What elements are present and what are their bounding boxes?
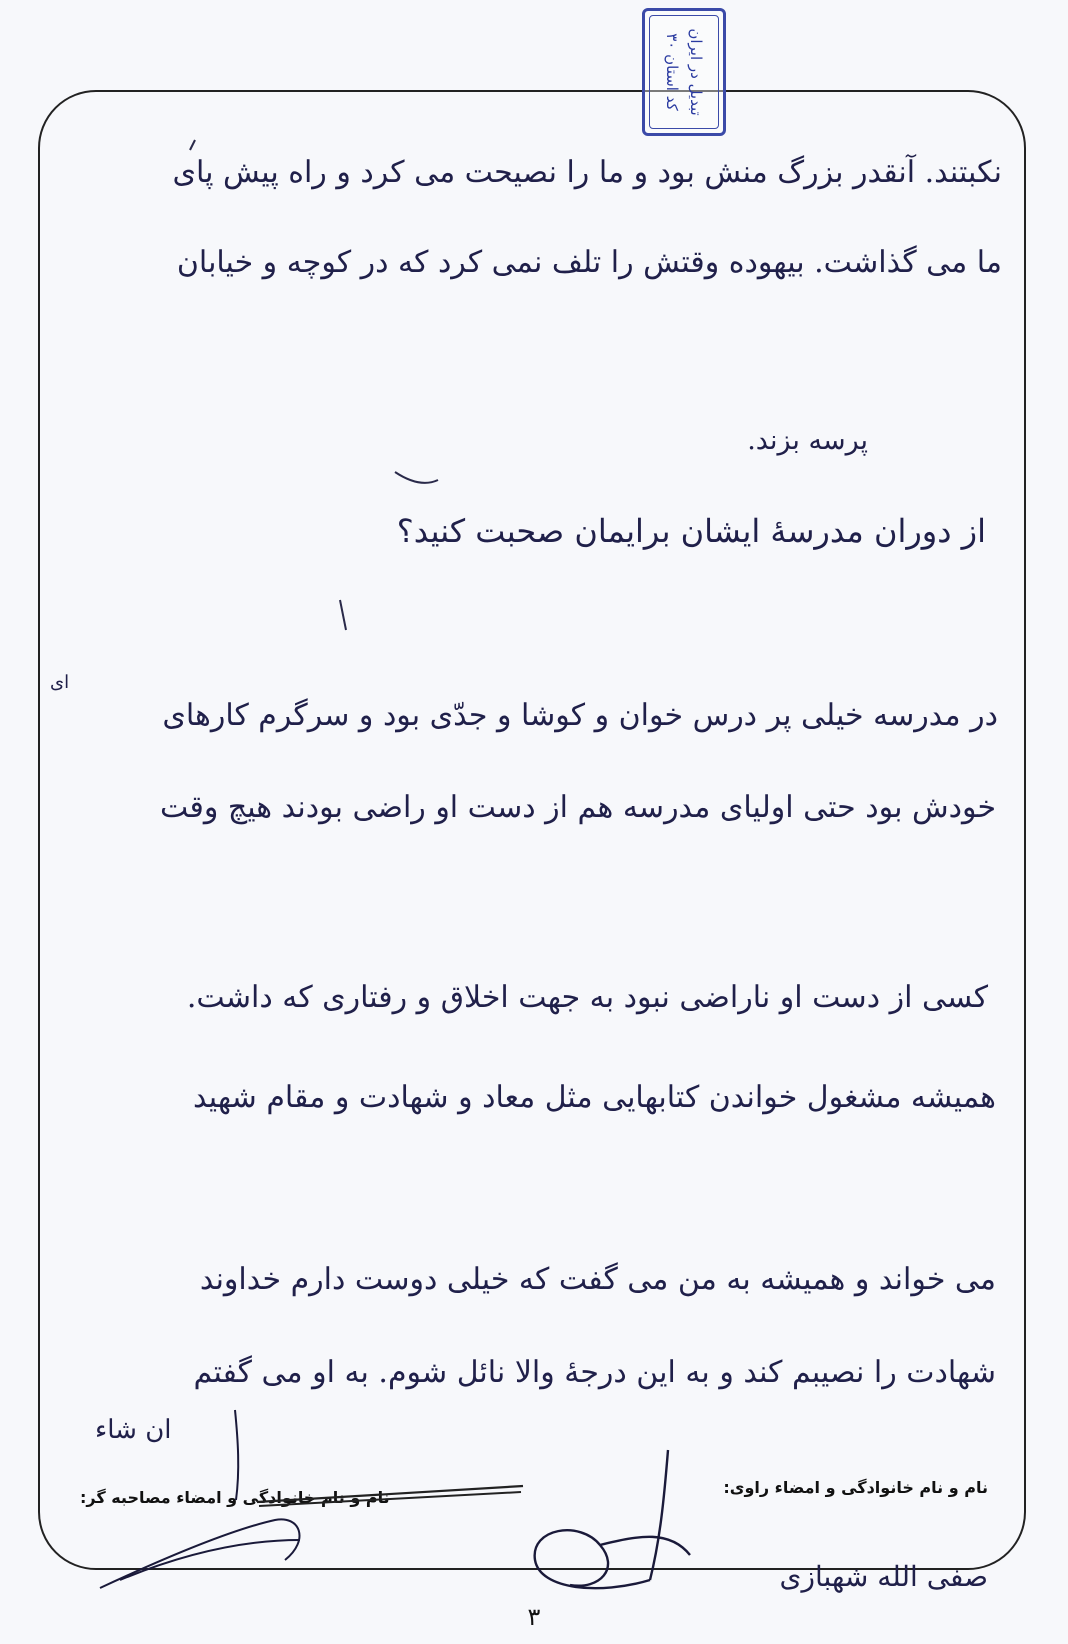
stamp-line-1: تبدیل در ایران	[687, 28, 705, 116]
handwritten-line-6: خودش بود حتی اولیای مدرسه هم از دست او راضی بودند هیچ وقت	[160, 790, 996, 825]
handwritten-line-9: می خواند و همیشه به من می گفت که خیلی دوست دارم خداوند	[199, 1262, 996, 1297]
handwritten-line-3: پرسه بزند.	[747, 425, 868, 456]
margin-note: ای	[50, 672, 70, 693]
stamp-line-2: کد استان ۳۰	[663, 33, 681, 111]
pen-strokes	[190, 140, 438, 630]
page-number: ۳	[527, 1603, 541, 1631]
handwritten-line-8: همیشه مشغول خواندن کتابهایی مثل معاد و شهادت و مقام شهید	[193, 1080, 996, 1115]
narrator-label: نام و نام خانوادگی و امضاء راوی:	[723, 1478, 988, 1497]
narrator-name: صفی الله شهبازی	[779, 1560, 988, 1593]
interviewer-signature	[100, 1410, 300, 1588]
handwritten-line-5: در مدرسه خیلی پر درس خوان و کوشا و جدّی بود و سرگرم کارهای	[162, 698, 998, 733]
interviewer-label-text: نام و نام خانوادگی و امضاء مصاحبه گر:	[80, 1488, 390, 1507]
handwritten-line-1: نکبتند. آنقدر بزرگ منش بود و ما را نصیحت می کرد و راه پیش پای	[172, 155, 1002, 190]
small-handwritten-note: ان شاء	[95, 1415, 172, 1445]
narrator-signature	[535, 1450, 690, 1588]
handwritten-line-2: ما می گذاشت. بیهوده وقتش را تلف نمی کرد که در کوچه و خیابان	[176, 245, 1002, 280]
interview-question: از دوران مدرسهٔ ایشان برایمان صحبت کنید؟	[396, 512, 986, 550]
handwritten-line-10: شهادت را نصیبم کند و به این درجهٔ والا نائل شوم. به او می گفتم	[193, 1355, 996, 1390]
handwritten-line-7: کسی از دست او ناراضی نبود به جهت اخلاق و رفتاری که داشت.	[186, 980, 988, 1015]
